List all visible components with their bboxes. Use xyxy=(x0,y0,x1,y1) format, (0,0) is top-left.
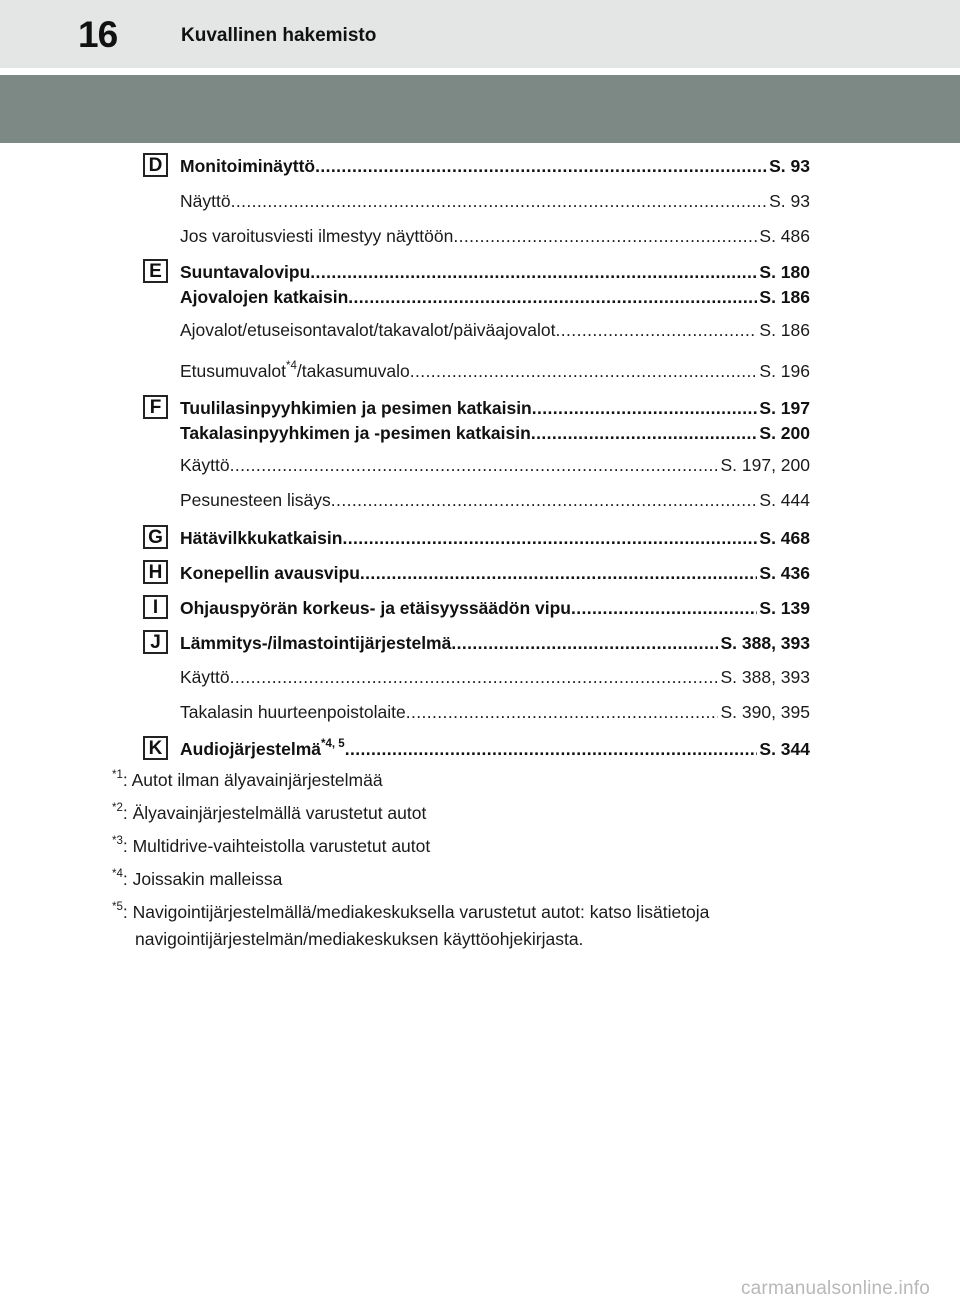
letter-marker-e: E xyxy=(143,259,168,283)
entry-label: Suuntavalovipu xyxy=(180,262,311,282)
dot-leader xyxy=(230,665,719,689)
dot-leader xyxy=(531,421,758,445)
entry-label-part: /takasumuvalo xyxy=(296,361,410,381)
letter-marker-k: K xyxy=(143,736,168,760)
entry-label: Lämmitys-/ilmastointijärjestelmä xyxy=(180,633,452,653)
page-reference: S. 388, 393 xyxy=(720,633,810,653)
entry-label: Takalasin huurteenpoistolaite xyxy=(180,702,406,722)
page-reference: S. 196 xyxy=(759,361,810,381)
entry-label: Pesunesteen lisäys xyxy=(180,490,331,510)
dot-leader xyxy=(331,488,758,512)
footnote-ref: *4 xyxy=(286,360,297,372)
page-reference: S. 139 xyxy=(759,598,810,618)
index-entry xyxy=(180,421,810,445)
index-entry xyxy=(180,396,810,420)
footnote xyxy=(112,867,832,894)
page-reference: S. 197, 200 xyxy=(720,455,810,475)
page-reference: S. 468 xyxy=(759,528,810,548)
index-entry xyxy=(180,561,810,585)
footnote xyxy=(112,834,832,861)
index-entry xyxy=(180,665,810,689)
page-reference: S. 186 xyxy=(759,320,810,340)
entry-label: Takalasinpyyhkimen ja -pesimen katkaisin xyxy=(180,423,531,443)
letter-marker-f: F xyxy=(143,395,168,419)
footnote-text: : Navigointijärjestelmällä/mediakeskuksella varustetut autot: katso lisätietoja xyxy=(122,902,710,922)
footnote-text: : Älyavainjärjestelmällä varustetut autot xyxy=(122,803,427,823)
page-reference: S. 186 xyxy=(759,287,810,307)
page-reference: S. 388, 393 xyxy=(720,667,810,687)
dot-leader xyxy=(315,154,767,178)
page-number: 16 xyxy=(78,14,118,55)
dot-leader xyxy=(406,700,719,724)
footnote-marker: *2 xyxy=(112,802,123,814)
entry-label: Konepellin avausvipu xyxy=(180,563,360,583)
footnote-marker: *1 xyxy=(112,769,123,781)
index-entry xyxy=(180,700,810,724)
dot-leader xyxy=(453,224,757,248)
page-reference: S. 486 xyxy=(759,226,810,246)
index-entry xyxy=(180,596,810,620)
page-reference: S. 180 xyxy=(759,262,810,282)
dot-leader xyxy=(345,737,758,761)
entry-label: Jos varoitusviesti ilmestyy näyttöön xyxy=(180,226,454,246)
footnote-text-continued: navigointijärjestelmän/mediakeskuksen käyttöohjekirjasta. xyxy=(135,929,584,949)
index-entry xyxy=(180,189,810,213)
index-entry xyxy=(180,285,810,309)
entry-label: Käyttö xyxy=(180,667,230,687)
letter-marker-h: H xyxy=(143,560,168,584)
entry-label: Ajovalojen katkaisin xyxy=(180,287,349,307)
footnote-ref: *4, 5 xyxy=(321,738,345,750)
index-entry xyxy=(180,260,810,284)
entry-label-part: Audiojärjestelmä xyxy=(180,739,322,759)
entry-label: Ajovalot/etuseisontavalot/takavalot/päiväajovalot xyxy=(180,320,556,340)
entry-label xyxy=(180,359,410,383)
footnote-text: : Autot ilman älyavainjärjestelmää xyxy=(122,770,383,790)
index-entry xyxy=(180,526,810,550)
index-entry xyxy=(180,224,810,248)
page-reference: S. 390, 395 xyxy=(720,702,810,722)
page-reference: S. 197 xyxy=(759,398,810,418)
entry-label xyxy=(180,737,345,761)
letter-marker-d: D xyxy=(143,153,168,177)
page-reference: S. 93 xyxy=(769,156,810,176)
entry-label: Käyttö xyxy=(180,455,230,475)
entry-label: Tuulilasinpyyhkimien ja pesimen katkaisin xyxy=(180,398,532,418)
dot-leader xyxy=(532,396,758,420)
index-entry xyxy=(180,453,810,477)
entry-label-part: Etusumuvalot xyxy=(180,361,287,381)
entry-label: Näyttö xyxy=(180,191,231,211)
page-reference: S. 344 xyxy=(759,739,810,759)
letter-marker-j: J xyxy=(143,630,168,654)
dot-leader xyxy=(556,318,758,342)
entry-label: Hätävilkkukatkaisin xyxy=(180,528,343,548)
index-entry xyxy=(180,488,810,512)
page-reference: S. 200 xyxy=(759,423,810,443)
letter-marker-g: G xyxy=(143,525,168,549)
index-entry xyxy=(180,631,810,655)
footnote xyxy=(112,900,832,951)
footnote-text: : Joissakin malleissa xyxy=(122,869,283,889)
dot-leader xyxy=(571,596,757,620)
dot-leader xyxy=(230,453,719,477)
footnote-text: : Multidrive-vaihteistolla varustetut autot xyxy=(122,836,431,856)
page-reference: S. 93 xyxy=(769,191,810,211)
footnote xyxy=(112,801,832,828)
index-entry xyxy=(180,737,810,761)
dot-leader xyxy=(451,631,718,655)
dot-leader xyxy=(310,260,757,284)
watermark: carmanualsonline.info xyxy=(740,1278,930,1299)
footnote-marker: *3 xyxy=(112,835,123,847)
index-entry xyxy=(180,154,810,178)
dot-leader xyxy=(231,189,768,213)
index-entry xyxy=(180,359,810,383)
dot-leader xyxy=(410,359,758,383)
entry-label: Ohjauspyörän korkeus- ja etäisyyssäädön vipu xyxy=(180,598,571,618)
page-reference: S. 436 xyxy=(759,563,810,583)
page-reference: S. 444 xyxy=(759,490,810,510)
footnote-marker: *4 xyxy=(112,868,123,880)
index-entry xyxy=(180,318,810,342)
dot-leader xyxy=(360,561,757,585)
dot-leader xyxy=(342,526,757,550)
footnote xyxy=(112,768,832,795)
letter-marker-i: I xyxy=(143,595,168,619)
section-title: Kuvallinen hakemisto xyxy=(181,25,377,46)
footnote-marker: *5 xyxy=(112,901,123,913)
entry-label: Monitoiminäyttö xyxy=(180,156,316,176)
dot-leader xyxy=(348,285,757,309)
